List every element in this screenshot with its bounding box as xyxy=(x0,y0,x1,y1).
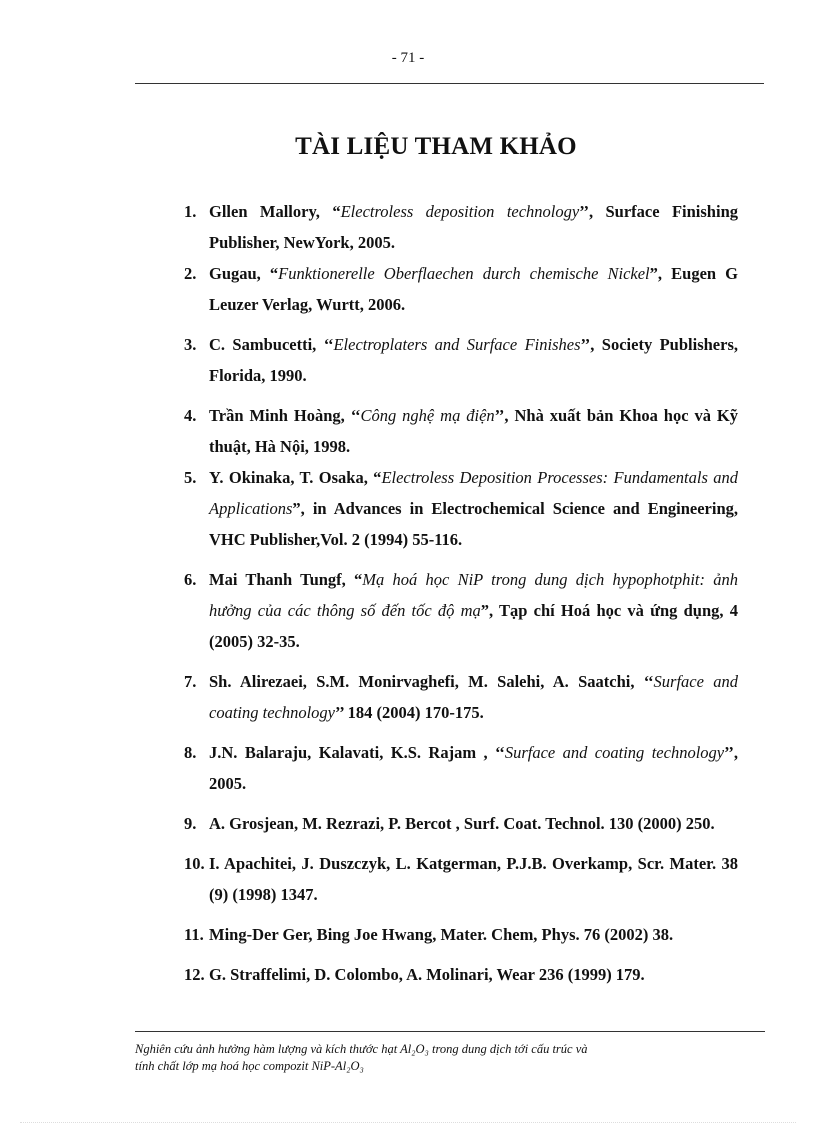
reference-number: 5. xyxy=(184,468,197,487)
reference-source: ’’, Nhà xuất bản Khoa học và Kỹ thuật, Hà Nội, 1998. xyxy=(209,406,738,456)
reference-authors: Gugau, “ xyxy=(209,264,279,283)
reference-source: ”, in Advances in Electrochemical Science and Engineering, VHC Publisher,Vol. 2 (1994) 55-116. xyxy=(209,499,738,549)
reference-item-3 xyxy=(184,329,738,391)
reference-text: Ming-Der Ger, Bing Joe Hwang, Mater. Chem, Phys. 76 (2002) 38. xyxy=(209,925,674,944)
reference-number: 8. xyxy=(184,743,197,762)
page-title: TÀI LIỆU THAM KHẢO xyxy=(295,133,577,160)
reference-title: Funktionerelle Oberflaechen durch chemische Nickel xyxy=(278,264,650,283)
reference-list xyxy=(184,196,738,990)
reference-number: 7. xyxy=(184,672,197,691)
reference-authors: Y. Okinaka, T. Osaka, “ xyxy=(209,468,382,487)
reference-item-8 xyxy=(184,737,738,799)
reference-item-1 xyxy=(184,196,738,258)
reference-authors: C. Sambucetti, ‘‘ xyxy=(209,335,334,354)
page-footer xyxy=(135,1041,765,1075)
reference-item-11 xyxy=(184,919,738,950)
reference-text: A. Grosjean, M. Rezrazi, P. Bercot , Surf. Coat. Technol. 130 (2000) 250. xyxy=(209,814,715,833)
reference-item-10 xyxy=(184,848,738,910)
page-number: - 71 - xyxy=(391,50,425,66)
reference-item-12 xyxy=(184,959,738,990)
footer-rule xyxy=(135,1031,765,1032)
reference-item-2 xyxy=(184,258,738,320)
footer-line: Nghiên cứu ảnh hưởng hàm lượng và kích thước hạt Al₂O₃ trong dung dịch tới cấu trúc và xyxy=(135,1042,588,1056)
reference-title: Electroplaters and Surface Finishes xyxy=(333,335,581,354)
reference-item-4 xyxy=(184,400,738,462)
reference-number: 9. xyxy=(184,814,197,833)
reference-text: I. Apachitei, J. Duszczyk, L. Katgerman, P.J.B. Overkamp, Scr. Mater. 38 (9) (1998) 1347. xyxy=(209,854,738,904)
reference-authors: Gllen Mallory, “ xyxy=(209,202,341,221)
reference-authors: J.N. Balaraju, Kalavati, K.S. Rajam , ‘‘ xyxy=(209,743,505,762)
reference-item-9 xyxy=(184,808,738,839)
reference-number: 1. xyxy=(184,202,197,221)
reference-source: ’’, Surface Finishing Publisher, NewYork, 2005. xyxy=(209,202,738,252)
reference-title: Surface and coating technology xyxy=(504,743,725,762)
reference-source: ’’ 184 (2004) 170-175. xyxy=(335,703,484,722)
reference-title: Electroless Deposition Processes: Fundamentals and Applications xyxy=(209,468,738,518)
reference-number: 6. xyxy=(184,570,197,589)
reference-number: 2. xyxy=(184,264,197,283)
reference-number: 3. xyxy=(184,335,197,354)
reference-source: ”, Tạp chí Hoá học và ứng dụng, 4 (2005) 32-35. xyxy=(209,601,738,651)
reference-item-7 xyxy=(184,666,738,728)
reference-title: Công nghệ mạ điện xyxy=(360,406,495,425)
reference-source: ’’, 2005. xyxy=(209,743,738,793)
reference-title: Surface and coating technology xyxy=(209,672,738,722)
reference-item-6 xyxy=(184,564,738,657)
reference-authors: Sh. Alirezaei, S.M. Monirvaghefi, M. Salehi, A. Saatchi, ‘‘ xyxy=(209,672,654,691)
reference-authors: Trần Minh Hoàng, ‘‘ xyxy=(209,406,361,425)
reference-item-5 xyxy=(184,462,738,555)
footer-line: tính chất lớp mạ hoá học compozit NiP-Al₂O₃ xyxy=(135,1059,364,1073)
reference-source: ’’, Society Publishers, Florida, 1990. xyxy=(209,335,738,385)
reference-title: Mạ hoá học NiP trong dung dịch hypophotphit: ảnh hưởng của các thông số đến tốc độ mạ xyxy=(209,570,739,620)
header-rule xyxy=(135,83,764,84)
reference-title: Electroless deposition technology xyxy=(340,202,580,221)
reference-number: 4. xyxy=(184,406,197,425)
reference-authors: Mai Thanh Tungf, “ xyxy=(209,570,363,589)
reference-text: G. Straffelimi, D. Colombo, A. Molinari, Wear 236 (1999) 179. xyxy=(209,965,645,984)
reference-source: ”, Eugen G Leuzer Verlag, Wurtt, 2006. xyxy=(209,264,739,314)
reference-number: 10. xyxy=(184,854,205,873)
reference-number: 12. xyxy=(184,965,205,984)
reference-number: 11. xyxy=(184,925,204,944)
